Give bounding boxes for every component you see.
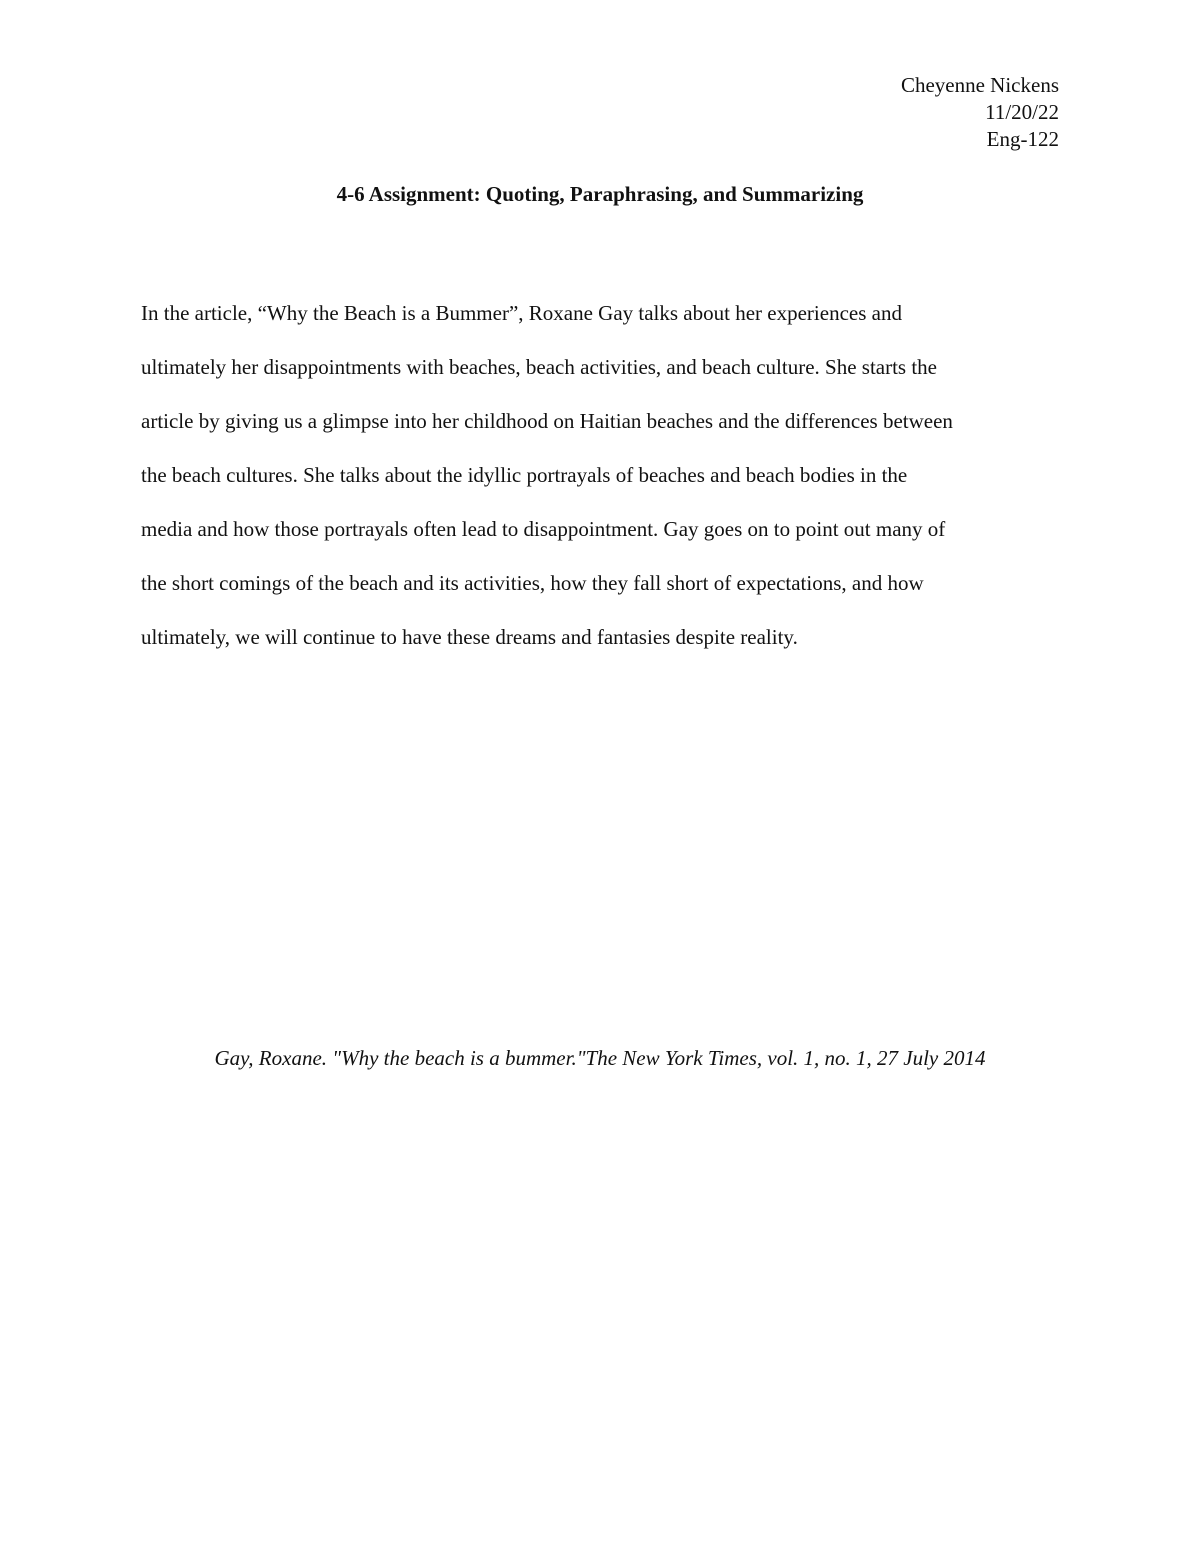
document-title: 4-6 Assignment: Quoting, Paraphrasing, and Summarizing — [336, 182, 864, 206]
paragraph-line: media and how those portrayals often lead to disappointment. Gay goes on to point out many of — [141, 517, 946, 541]
author-name: Cheyenne Nickens — [900, 73, 1059, 97]
paragraph-line: ultimately, we will continue to have these dreams and fantasies despite reality. — [141, 625, 798, 649]
course-code: Eng-122 — [986, 127, 1059, 151]
paragraph-line: the beach cultures. She talks about the idyllic portrayals of beaches and beach bodies in the — [141, 463, 908, 487]
paragraph-line: In the article, “Why the Beach is a Bummer”, Roxane Gay talks about her experiences and — [141, 301, 902, 325]
summary-paragraph — [141, 286, 1059, 664]
works-cited-entry: Gay, Roxane. "Why the beach is a bummer."The New York Times, vol. 1, no. 1, 27 July 2014 — [214, 1046, 986, 1070]
paragraph-line: the short comings of the beach and its activities, how they fall short of expectations, and how — [141, 571, 924, 595]
header-block — [901, 72, 1059, 153]
assignment-date: 11/20/22 — [985, 100, 1059, 124]
paragraph-line: ultimately her disappointments with beaches, beach activities, and beach culture. She starts the — [141, 355, 938, 379]
paragraph-line: article by giving us a glimpse into her childhood on Haitian beaches and the differences between — [141, 409, 953, 433]
